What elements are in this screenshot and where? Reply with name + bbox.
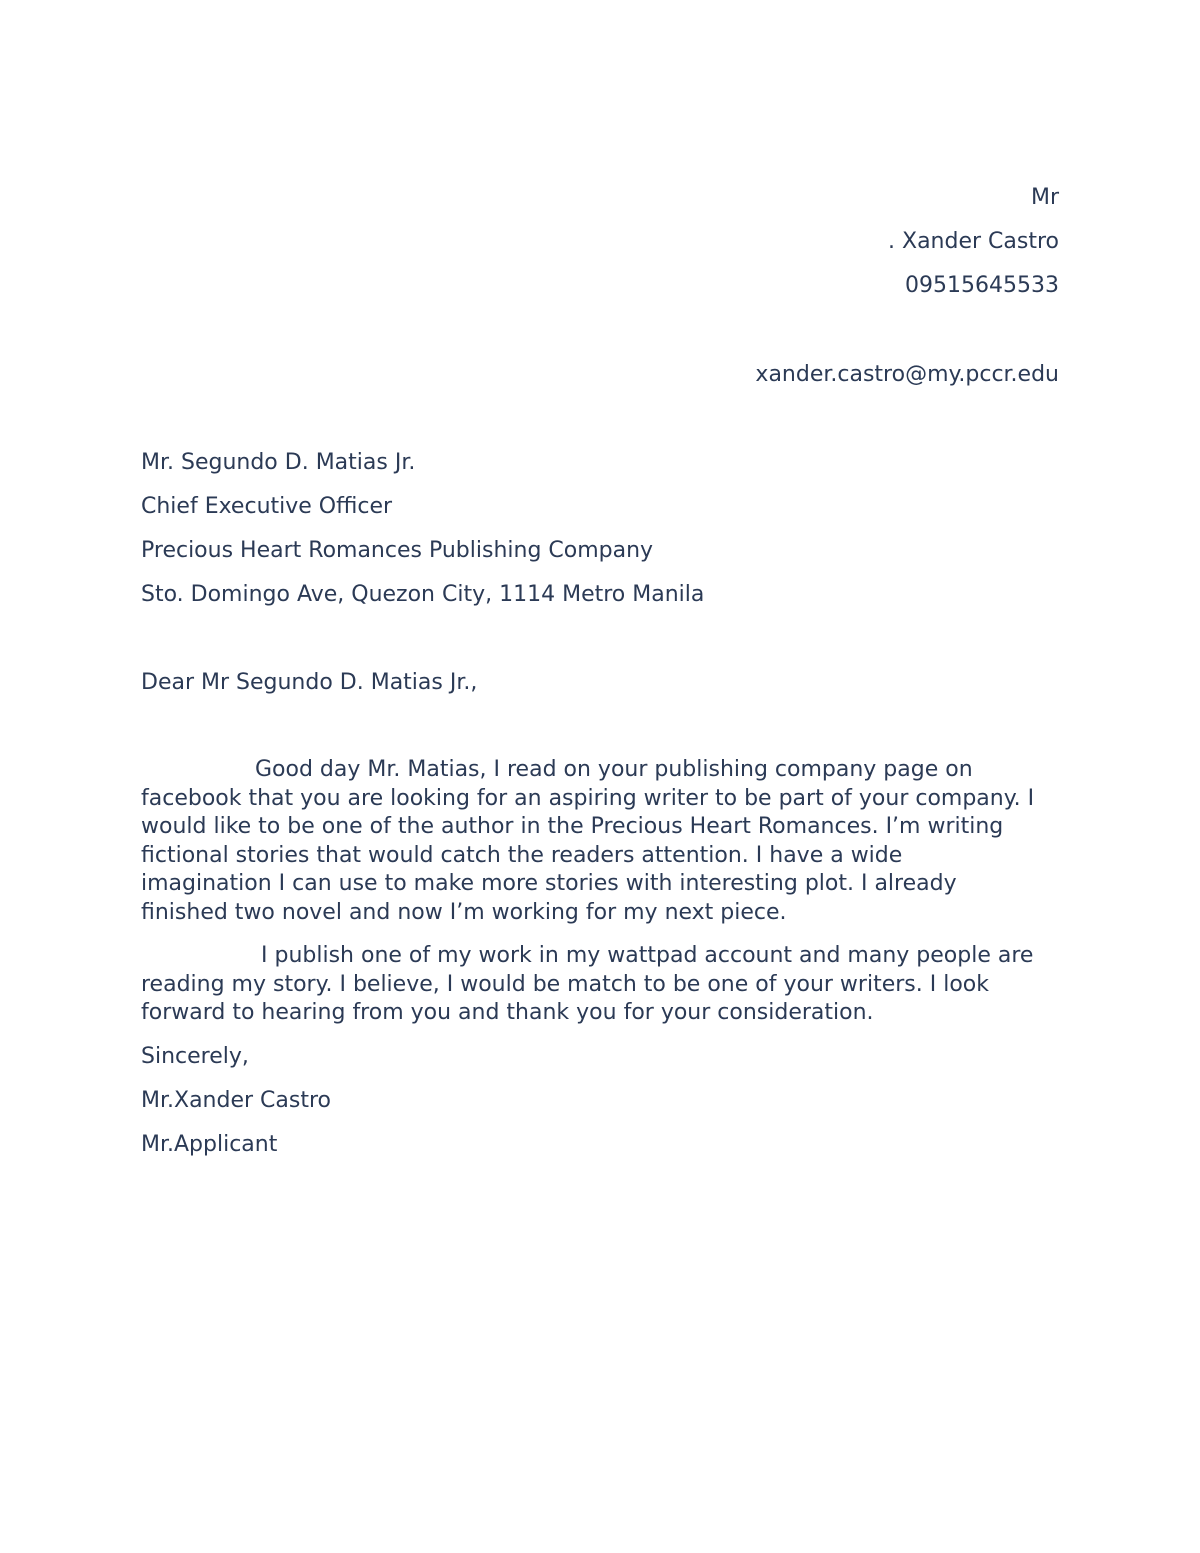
sender-email: xander.castro@my.pccr.edu <box>755 362 1059 387</box>
recipient-position: Chief Executive Officer <box>141 494 393 519</box>
signature-role: Mr.Applicant <box>141 1132 278 1157</box>
signature-name: Mr.Xander Castro <box>141 1088 331 1113</box>
paragraph-1-line: fictional stories that would catch the readers attention. I have a wide <box>141 842 903 868</box>
paragraph-1-line: imagination I can use to make more stories with interesting plot. I already <box>141 871 957 897</box>
valediction: Sincerely, <box>141 1044 249 1069</box>
paragraph-2-line: reading my story. I believe, I would be match to be one of your writers. I look <box>141 971 989 997</box>
body-paragraph-2 <box>141 942 1071 1028</box>
recipient-name: Mr. Segundo D. Matias Jr. <box>141 450 416 475</box>
paragraph-1-line: would like to be one of the author in the Precious Heart Romances. I’m writing <box>141 814 1004 840</box>
sender-title: Mr <box>1030 185 1059 210</box>
body-paragraph-1 <box>141 756 1071 928</box>
recipient-company: Precious Heart Romances Publishing Company <box>141 538 654 563</box>
paragraph-1-line: Good day Mr. Matias, I read on your publishing company page on <box>255 757 973 782</box>
paragraph-2-line: forward to hearing from you and thank you for your consideration. <box>141 1000 874 1026</box>
sender-phone: 09515645533 <box>905 273 1059 298</box>
salutation: Dear Mr Segundo D. Matias Jr., <box>141 670 478 695</box>
paragraph-1-line: facebook that you are looking for an aspiring writer to be part of your company. I <box>141 785 1035 811</box>
sender-name: . Xander Castro <box>888 229 1059 254</box>
paragraph-1-line: finished two novel and now I’m working for my next piece. <box>141 899 787 925</box>
recipient-address: Sto. Domingo Ave, Quezon City, 1114 Metro Manila <box>141 582 705 607</box>
paragraph-2-line: I publish one of my work in my wattpad account and many people are <box>261 943 1034 968</box>
